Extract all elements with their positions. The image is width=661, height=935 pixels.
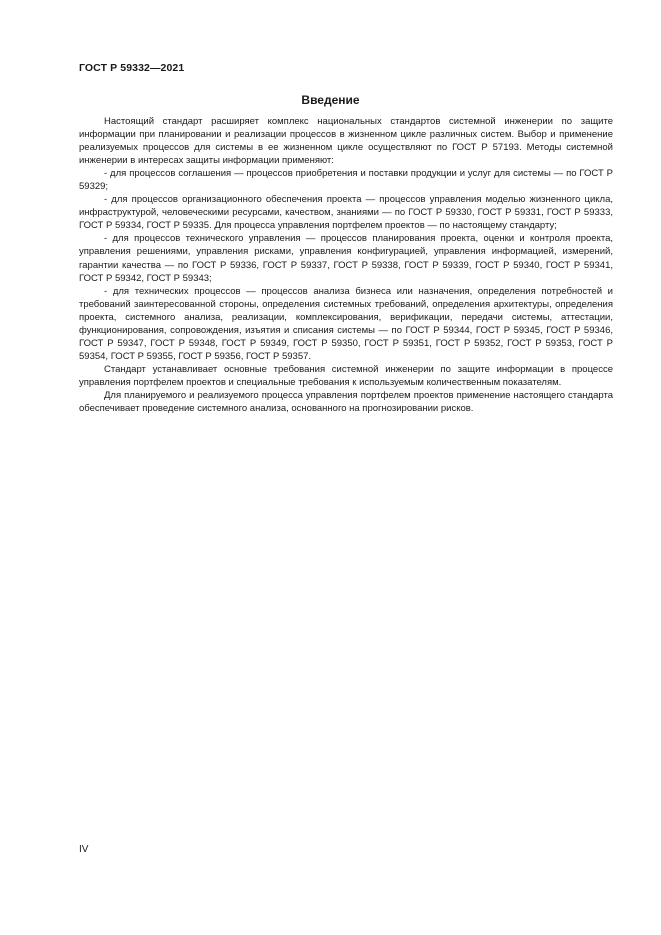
paragraph-conclusion: Для планируемого и реализуемого процесса управления портфелем проектов применение настоящего стандарта обеспечивает проведение системного анализа, основанного на прогнозировании рисков. xyxy=(79,389,613,415)
body-text xyxy=(79,115,613,415)
paragraph-intro: Настоящий стандарт расширяет комплекс национальных стандартов системной инженерии по защите информации при планировании и реализации процессов в жизненном цикле различных систем. Выбор и применение реализуемых процессов для системы в ее жизненном цикле осуществляют по ГОСТ Р 57193. Методы системной инженерии в интересах защиты информации применяют: xyxy=(79,116,613,167)
list-item-technical-management: - для процессов технического управления — процессов планирования проекта, оценки и контроля проекта, управления решениями, управления рисками, управления конфигурацией, управления информацией, измерений, гарантии качества — по ГОСТ Р 59336, ГОСТ Р 59337, ГОСТ Р 59338, ГОСТ Р 59339, ГОСТ Р 59340, ГОСТ Р 59341, ГОСТ Р 59342, ГОСТ Р 59343; xyxy=(79,233,613,284)
page-number: IV xyxy=(79,844,89,855)
section-title: Введение xyxy=(301,93,360,107)
list-item-organizational: - для процессов организационного обеспечения проекта — процессов управления моделью жизненного цикла, инфраструктурой, человеческими ресурсами, качеством, знаниями — по ГОСТ Р 59330, ГОСТ Р 59331, ГОСТ Р 59333, ГОСТ Р 59334, ГОСТ Р 59335. Для процесса управления портфелем проектов — по настоящему стандарту; xyxy=(79,194,613,232)
list-item-technical-processes: - для технических процессов — процессов анализа бизнеса или назначения, определения потребностей и требований заинтересованной стороны, определения системных требований, определения архитектуры, определения проекта, системного анализа, реализации, комплексирования, верификации, передачи системы, аттестации, функционирования, сопровождения, изъятия и списания системы — по ГОСТ Р 59344, ГОСТ Р 59345, ГОСТ Р 59346, ГОСТ Р 59347, ГОСТ Р 59348, ГОСТ Р 59349, ГОСТ Р 59350, ГОСТ Р 59351, ГОСТ Р 59352, ГОСТ Р 59353, ГОСТ Р 59354, ГОСТ Р 59355, ГОСТ Р 59356, ГОСТ Р 59357. xyxy=(79,285,613,362)
paragraph-requirements: Стандарт устанавливает основные требования системной инженерии по защите информации в процессе управления портфелем проектов и специальные требования к используемым количественным показателям. xyxy=(79,363,613,388)
list-item-agreement: - для процессов соглашения — процессов приобретения и поставки продукции и услуг для системы — по ГОСТ Р 59329; xyxy=(79,168,613,193)
document-header: ГОСТ Р 59332—2021 xyxy=(79,62,185,74)
